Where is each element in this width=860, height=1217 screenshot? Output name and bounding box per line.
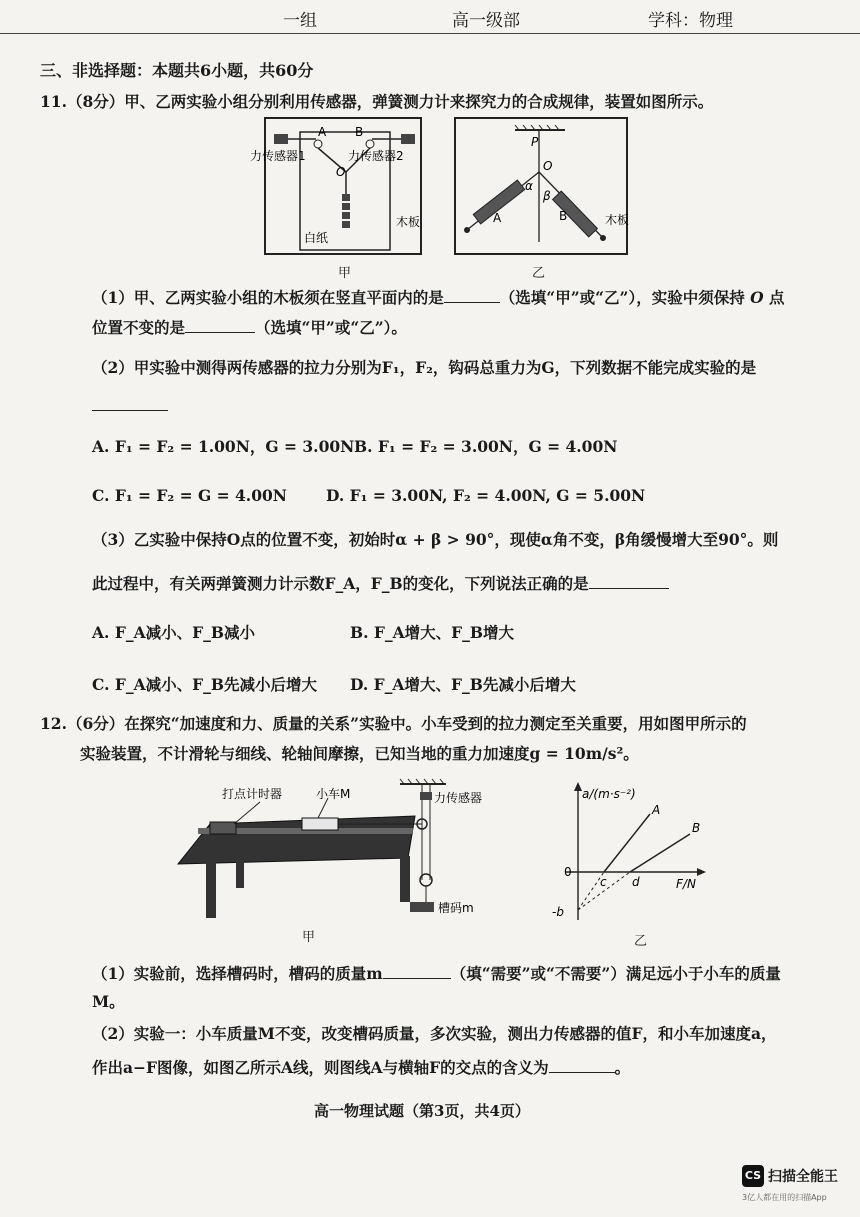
q12-part1-text-a: （1）实验前，选择槽码时，槽码的质量m bbox=[92, 964, 383, 983]
q11-part1-text-a: （1）甲、乙两实验小组的木板须在竖直平面内的是 bbox=[92, 288, 444, 307]
q11-part1-blank1[interactable] bbox=[444, 286, 500, 303]
header-subject: 学科：物理 bbox=[648, 11, 733, 31]
q11-part1-text-d: 点 bbox=[769, 288, 785, 307]
q12-stem-line1: 12.（6分）在探究“加速度和力、质量的关系”实验中。小车受到的拉力测定至关重要，用如图甲所示的 bbox=[40, 714, 747, 733]
graph-origin: 0 bbox=[564, 865, 572, 879]
header-group: 一组 bbox=[283, 11, 317, 31]
fig12-timer-label: 打点计时器 bbox=[222, 787, 283, 801]
q12-part1-line1 bbox=[92, 962, 781, 984]
graph-label-d: d bbox=[632, 875, 640, 889]
fig-yi-board: 木板 bbox=[605, 213, 630, 227]
q11-part3-line1: （3）乙实验中保持O点的位置不变，初始时α + β > 90°，现使α角不变，β角缓慢增大至90°。则 bbox=[92, 530, 779, 549]
q11-option3-b: B. F_A增大、F_B增大 bbox=[350, 623, 515, 642]
q11-part1-blank2[interactable] bbox=[185, 316, 255, 333]
scanner-slogan: 3亿人都在用的扫描App bbox=[742, 1193, 827, 1202]
fig-jia-sensor1: 力传感器1 bbox=[250, 149, 306, 163]
q11-part3-blank[interactable] bbox=[589, 572, 669, 589]
fig-jia-label-a: A bbox=[318, 125, 327, 139]
q12-part2-line2 bbox=[92, 1056, 630, 1078]
header-divider bbox=[0, 33, 860, 34]
fig12-cart-label: 小车M bbox=[316, 787, 351, 801]
scanner-logo-icon: CS bbox=[742, 1165, 764, 1187]
page-footer: 高一物理试题（第3页，共4页） bbox=[314, 1102, 530, 1120]
q11-part1-o: O bbox=[750, 288, 764, 307]
q12-part1-text-b: （填“需要”或“不需要”）满足远小于小车的质量 bbox=[450, 964, 781, 983]
graph-ylabel: a/(m·s⁻²) bbox=[582, 787, 636, 801]
q11-part3-text: 此过程中，有关两弹簧测力计示数F_A，F_B的变化，下列说法正确的是 bbox=[92, 574, 589, 593]
fig-jia-label-b: B bbox=[355, 125, 364, 139]
graph-line-b bbox=[630, 834, 690, 872]
fig-jia-sensor2: 力传感器2 bbox=[348, 149, 404, 163]
fig-yi-label-a: A bbox=[493, 211, 502, 225]
q11-option2-d: D. F₁ = 3.00N, F₂ = 4.00N, G = 5.00N bbox=[326, 486, 646, 505]
q11-option2-b: B. F₁ = F₂ = 3.00N，G = 4.00N bbox=[354, 437, 618, 456]
fig12-weight-label: 槽码m bbox=[438, 901, 474, 915]
graph-label-b: B bbox=[692, 821, 701, 835]
q11-option2-a: A. F₁ = F₂ = 1.00N，G = 3.00N bbox=[92, 437, 355, 456]
q12-part2-end: 。 bbox=[614, 1058, 631, 1077]
graph-x-arrow bbox=[697, 868, 706, 876]
q12-part2-text: 作出a−F图像，如图乙所示A线，则图线A与横轴F的交点的含义为 bbox=[92, 1058, 549, 1077]
q11-part2: （2）甲实验中测得两传感器的拉力分别为F₁，F₂，钩码总重力为G，下列数据不能完成实验的是 bbox=[92, 358, 757, 377]
q11-option3-c: C. F_A减小、F_B先减小后增大 bbox=[92, 675, 317, 694]
q12-part2-blank[interactable] bbox=[549, 1056, 615, 1073]
q11-part1-line2 bbox=[92, 316, 407, 338]
q11-option2-c: C. F₁ = F₂ = G = 4.00N bbox=[92, 486, 287, 505]
q12-figure-jia bbox=[170, 776, 510, 926]
graph-label-negb: -b bbox=[552, 905, 564, 919]
fig-jia-board: 木板 bbox=[396, 215, 421, 229]
fig-jia-paper: 白纸 bbox=[304, 231, 329, 245]
q12-stem-line2: 实验装置，不计滑轮与细线、轮轴间摩擦，已知当地的重力加速度g = 10m/s²。 bbox=[80, 744, 639, 763]
q12-fig-yi-caption: 乙 bbox=[634, 934, 648, 949]
fig-jia-label-o: O bbox=[336, 165, 346, 179]
header-dept: 高一级部 bbox=[452, 11, 520, 31]
section-title: 三、非选择题：本题共6小题，共60分 bbox=[40, 61, 314, 80]
fig12-sensor-label: 力传感器 bbox=[434, 791, 483, 805]
q11-part1-line1 bbox=[92, 286, 785, 308]
q12-part2-line1: （2）实验一：小车质量M不变，改变槽码质量，多次实验，测出力传感器的值F，和小车加速度a， bbox=[92, 1024, 777, 1043]
q12-part1-blank[interactable] bbox=[383, 962, 451, 979]
graph-label-a: A bbox=[652, 803, 661, 817]
scanner-app-name: 扫描全能王 bbox=[768, 1169, 838, 1185]
q11-option3-d: D. F_A增大、F_B先减小后增大 bbox=[350, 675, 576, 694]
q11-fig-yi-caption: 乙 bbox=[532, 266, 546, 281]
q11-part1-text-e: 位置不变的是 bbox=[92, 318, 186, 337]
q11-part1-text-b: （选填“甲”或“乙”），实验中须保持 bbox=[499, 288, 745, 307]
fig-yi-alpha: α bbox=[525, 179, 533, 193]
fig-yi-label-p: P bbox=[531, 135, 539, 149]
fig-yi-label-o: O bbox=[543, 159, 553, 173]
q12-figure-yi bbox=[548, 776, 724, 928]
q12-fig-jia-caption: 甲 bbox=[302, 930, 316, 945]
q12-part1-line2: M。 bbox=[92, 992, 125, 1011]
q11-figure-jia bbox=[250, 114, 430, 258]
fig-yi-beta: β bbox=[543, 189, 551, 203]
graph-y-arrow bbox=[574, 782, 582, 791]
fig-yi-label-b: B bbox=[559, 209, 568, 223]
q11-part2-blank[interactable] bbox=[92, 410, 168, 411]
graph-label-c: c bbox=[600, 875, 607, 889]
q11-part3-line2 bbox=[92, 572, 669, 594]
q11-figure-yi bbox=[453, 114, 633, 258]
q11-option3-a: A. F_A减小、F_B减小 bbox=[92, 623, 255, 642]
q11-part1-text-f: （选填“甲”或“乙”）。 bbox=[255, 318, 407, 337]
q11-stem: 11.（8分）甲、乙两实验小组分别利用传感器，弹簧测力计来探究力的合成规律，装置如图所示。 bbox=[40, 92, 714, 111]
q11-fig-jia-caption: 甲 bbox=[338, 266, 352, 281]
graph-xlabel: F/N bbox=[676, 877, 696, 891]
